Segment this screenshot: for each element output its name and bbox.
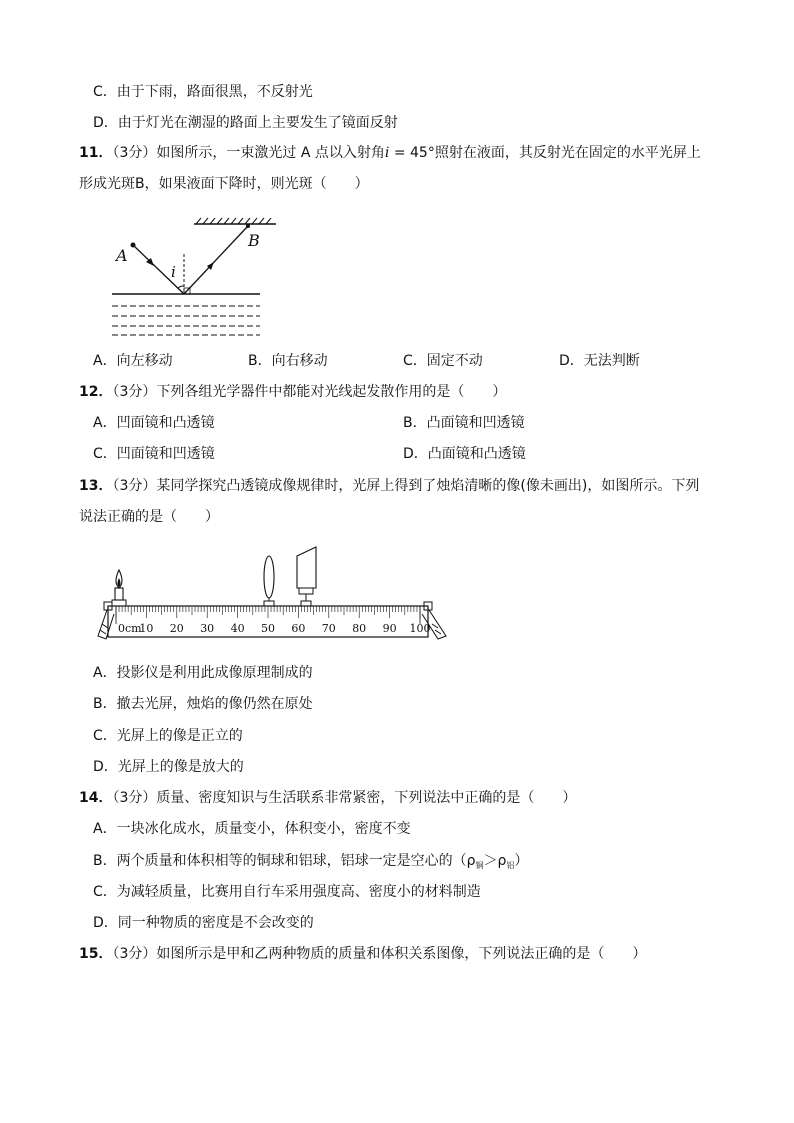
q13-stem-line2: 说法正确的是（ ） [79, 509, 219, 525]
q11-score: （3分） [112, 145, 157, 161]
q15-text: 如图所示是甲和乙两种物质的质量和体积关系图像，下列说法正确的是（ ） [156, 946, 647, 962]
q13-number: 13． [79, 478, 113, 494]
q11-reflection-figure [108, 214, 278, 339]
light-spot-b [246, 224, 250, 228]
q14-option-c: C．为减轻质量，比赛用自行车采用强度高、密度小的材料制造 [93, 884, 481, 900]
fixed-screen [194, 218, 276, 224]
incident-ray [133, 245, 184, 294]
q11-number: 11． [79, 145, 113, 161]
q13-option-a: A．投影仪是利用此成像原理制成的 [93, 665, 313, 681]
q11-stem-line1 [79, 143, 701, 163]
ruler-label: 0cm [118, 622, 142, 635]
ruler-label: 10 [139, 622, 154, 635]
q11-text-b: = 45°照射在液面，其反射光在固定的水平光屏上 [389, 145, 701, 161]
point-a [131, 243, 136, 248]
q12-option-d: D．凸面镜和凸透镜 [403, 446, 526, 462]
q14-score: （3分） [112, 790, 157, 806]
label-i: i [171, 263, 176, 281]
q11-text-a: 如图所示，一束激光过 A 点以入射角 [156, 145, 385, 161]
label-a: A [116, 246, 128, 265]
q14-option-a: A．一块冰化成水，质量变小，体积变小，密度不变 [93, 821, 411, 837]
q11-option-a: A．向左移动 [93, 353, 173, 369]
q14-text: 质量、密度知识与生活联系非常紧密，下列说法中正确的是（ ） [156, 790, 577, 806]
q14-option-b-post: ） [514, 853, 529, 869]
q13-option-d: D．光屏上的像是放大的 [93, 759, 244, 775]
q13-score: （3分） [112, 478, 157, 494]
q14-number: 14． [79, 790, 113, 806]
q13-option-b: B．撤去光屏，烛焰的像仍然在原处 [93, 696, 313, 712]
q13-optical-bench-figure [94, 544, 450, 644]
q15-number: 15． [79, 946, 113, 962]
reflected-ray [184, 226, 248, 294]
q11-stem-line2: 形成光斑B，如果液面下降时，则光斑（ ） [79, 176, 369, 192]
q13-stem-line1 [79, 476, 699, 496]
q15-stem [79, 944, 646, 964]
ruler-label: 60 [291, 622, 306, 635]
q12-option-a: A．凹面镜和凸透镜 [93, 415, 215, 431]
q12-number: 12． [79, 384, 113, 400]
q13-text: 某同学探究凸透镜成像规律时，光屏上得到了烛焰清晰的像(像未画出)，如图所示。下列 [156, 478, 700, 494]
candle [112, 570, 126, 606]
angle-arc [178, 286, 184, 288]
q11-option-c: C．固定不动 [403, 353, 483, 369]
ruler-label: 30 [200, 622, 215, 635]
ruler-label: 50 [261, 622, 275, 635]
q10-option-c: C．由于下雨，路面很黑，不反射光 [93, 84, 313, 100]
q10-option-d: D．由于灯光在潮湿的路面上主要发生了镜面反射 [93, 115, 398, 131]
rho-aluminum-subscript: 铝 [506, 861, 515, 870]
q14-option-b [93, 851, 528, 876]
ruler-label: 20 [169, 622, 184, 635]
liquid-surface [112, 294, 260, 335]
ruler-label: 40 [230, 622, 245, 635]
light-screen [297, 547, 316, 606]
rho-copper-subscript: 铜 [475, 861, 484, 870]
q11-option-b: B．向右移动 [248, 353, 328, 369]
q15-score: （3分） [112, 946, 157, 962]
q14-stem [79, 788, 576, 808]
q14-option-b-mid: ＞ρ [483, 853, 507, 869]
q11-option-d: D．无法判断 [559, 353, 640, 369]
convex-lens [264, 556, 274, 606]
q14-option-b-pre: B．两个质量和体积相等的铜球和铝球，铝球一定是空心的（ρ [93, 853, 476, 869]
q12-text: 下列各组光学器件中都能对光线起发散作用的是（ ） [156, 384, 507, 400]
q12-score: （3分） [112, 384, 157, 400]
ruler-label: 100 [409, 622, 431, 635]
label-b: B [248, 231, 260, 250]
ruler-label: 70 [321, 622, 336, 635]
q11-angle-symbol: i [384, 145, 390, 161]
q14-option-d: D．同一种物质的密度是不会改变的 [93, 915, 314, 931]
ruler-label: 90 [382, 622, 397, 635]
q12-option-b: B．凸面镜和凹透镜 [403, 415, 525, 431]
q12-stem [79, 382, 506, 402]
q12-option-c: C．凹面镜和凹透镜 [93, 446, 215, 462]
ruler-label: 80 [352, 622, 367, 635]
q13-option-c: C．光屏上的像是正立的 [93, 728, 243, 744]
